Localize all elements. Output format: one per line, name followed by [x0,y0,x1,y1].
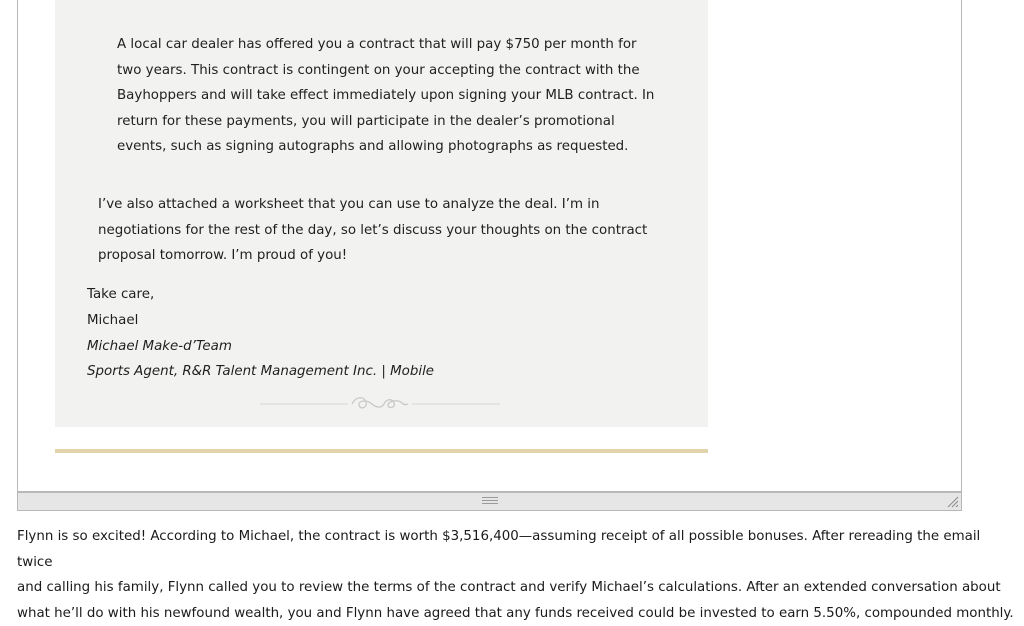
offer-line: Bayhoppers and will take effect immediately upon signing your MLB contract. In [117,88,655,104]
offer-line: two years. This contract is contingent on your accepting the contract with the [117,62,640,78]
narrative-line: Flynn is so excited! According to Michael, the contract is worth $3,516,400—assuming receipt of all possible bonuses. After rereading the email twice [17,529,981,570]
email-viewer-frame [17,0,962,492]
gold-divider-rule [55,449,708,453]
worksheet-paragraph [98,192,658,269]
signature-title: Sports Agent, R&R Talent Management Inc. | Mobile [87,364,435,379]
offer-paragraph [117,32,657,160]
offer-line: A local car dealer has offered you a contract that will pay $750 per month for [117,37,637,52]
ornamental-flourish-icon [260,394,500,414]
narrative-line: what he’ll do with his newfound wealth, you and Flynn have agreed that any funds received could be invested to earn 5.50%, compounded monthly. [17,605,1014,621]
email-card [55,0,708,427]
narrative-paragraph [17,524,1017,626]
offer-line: events, such as signing autographs and allowing photographs as requested. [117,139,629,155]
worksheet-line: I’ve also attached a worksheet that you can use to analyze the deal. I’m in [98,197,600,212]
resize-bar[interactable] [17,492,962,511]
drag-handle-icon[interactable] [482,497,498,507]
signature-full-name: Michael Make-d’Team [87,339,232,354]
offer-line: return for these payments, you will participate in the dealer’s promotional [117,113,615,129]
closing-text: Take care, [87,287,155,302]
worksheet-line: proposal tomorrow. I’m proud of you! [98,248,348,264]
worksheet-line: negotiations for the rest of the day, so let’s discuss your thoughts on the contract [98,222,648,238]
signature-first-name: Michael [87,313,139,328]
resize-corner-icon[interactable] [947,496,959,508]
narrative-line: and calling his family, Flynn called you to review the terms of the contract and verify Michael’s calculations. After an extended conversation about [17,580,1001,596]
